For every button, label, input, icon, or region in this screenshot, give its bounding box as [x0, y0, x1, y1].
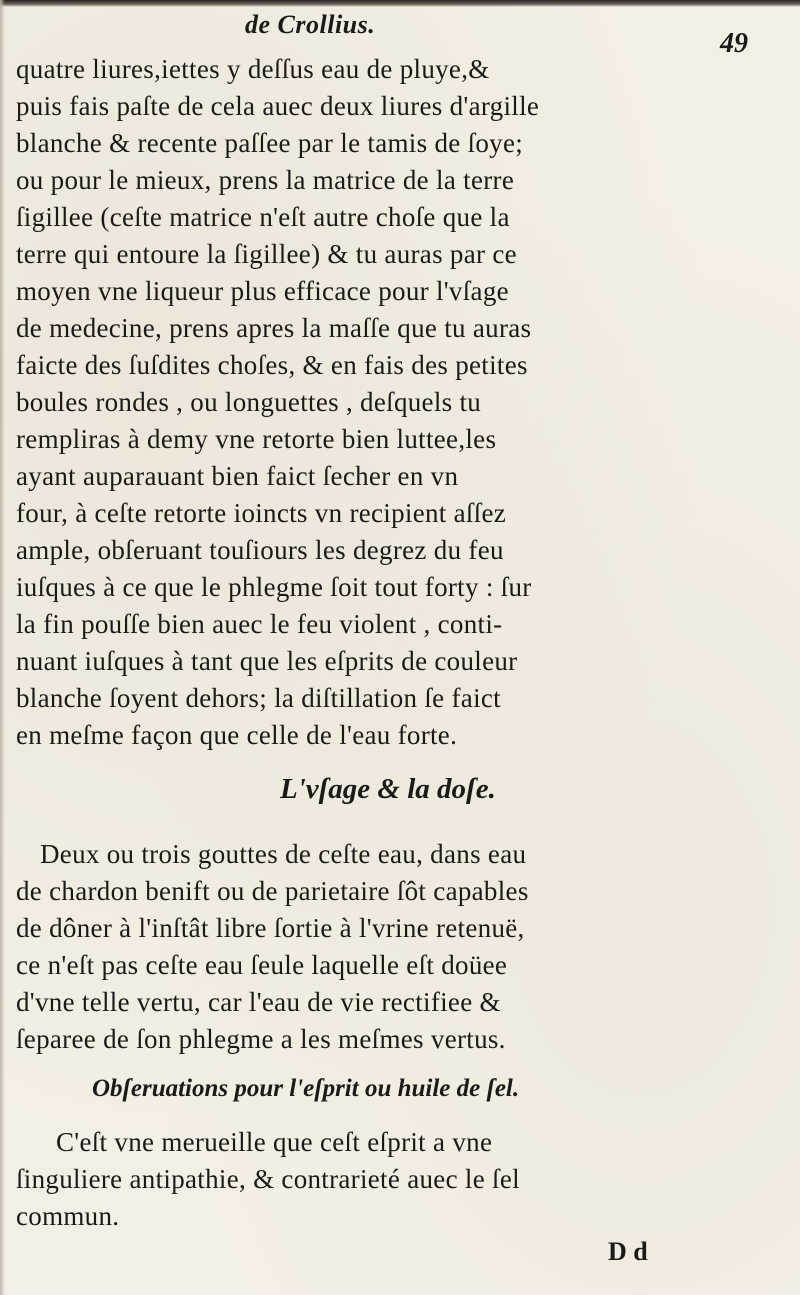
text-line: blanche ſoyent dehors; la diſtillation ſe faict: [16, 683, 501, 713]
text-line: d'vne telle vertu, car l'eau de vie rectifiee &: [16, 987, 501, 1017]
text-line: moyen vne liqueur plus efficace pour l'vſage: [16, 276, 509, 306]
text-line: four, à ceſte retorte ioincts vn recipient aſſez: [16, 498, 507, 528]
text-line: de chardon benift ou de parietaire ſôt capables: [16, 876, 529, 906]
text-line: Deux ou trois gouttes de ceſte eau, dans eau: [40, 839, 527, 869]
text-line: ſeparee de ſon phlegme a les meſmes vertus.: [16, 1024, 506, 1054]
page-top-edge: [0, 0, 800, 7]
text-line: rempliras à demy vne retorte bien luttee,les: [16, 424, 497, 454]
text-line: quatre liures,iettes y deſſus eau de pluye,&: [16, 54, 490, 84]
catchword: D d: [608, 1237, 648, 1266]
text-line: commun.: [16, 1201, 120, 1231]
text-line: ſigillee (ceſte matrice n'eſt autre choſe que la: [16, 202, 510, 232]
text-line: ſinguliere antipathie, & contrarieté auec le ſel: [16, 1164, 520, 1194]
text-line: la fin pouſſe bien auec le feu violent , conti-: [16, 609, 503, 639]
text-line: nuant iuſques à tant que les eſprits de couleur: [16, 646, 518, 676]
text-line: de dôner à l'inſtât libre ſortie à l'vrine retenuë,: [16, 913, 525, 943]
text-line: en meſme façon que celle de l'eau forte.: [16, 720, 458, 750]
text-line: ample, obſeruant touſiours les degrez du feu: [16, 535, 504, 565]
text-line: iuſques à ce que le phlegme ſoit tout forty : ſur: [16, 572, 532, 602]
text-line: ayant auparauant bien faict ſecher en vn: [16, 461, 459, 491]
text-line: C'eſt vne merueille que ceſt eſprit a vne: [56, 1127, 493, 1157]
running-head: de Crollius.: [245, 10, 376, 39]
page-number: 49: [720, 28, 748, 59]
text-line: puis fais paſte de cela auec deux liures d'argille: [16, 91, 540, 121]
text-line: ce n'eſt pas ceſte eau ſeule laquelle eſt doüee: [16, 950, 508, 980]
text-line: ou pour le mieux, prens la matrice de la terre: [16, 165, 515, 195]
text-line: terre qui entoure la ſigillee) & tu auras par ce: [16, 239, 517, 269]
text-line: boules rondes , ou longuettes , deſquels tu: [16, 387, 482, 417]
text-line: blanche & recente paſſee par le tamis de ſoye;: [16, 128, 524, 158]
page-gutter-shadow: [0, 0, 5, 1295]
section-heading-observations: Obſeruations pour l'eſprit ou huile de ſel.: [92, 1075, 520, 1102]
section-heading-usage: L'vſage & la doſe.: [280, 773, 496, 805]
text-line: faicte des ſuſdites choſes, & en fais des petites: [16, 350, 528, 380]
text-line: de medecine, prens apres la maſſe que tu auras: [16, 313, 532, 343]
